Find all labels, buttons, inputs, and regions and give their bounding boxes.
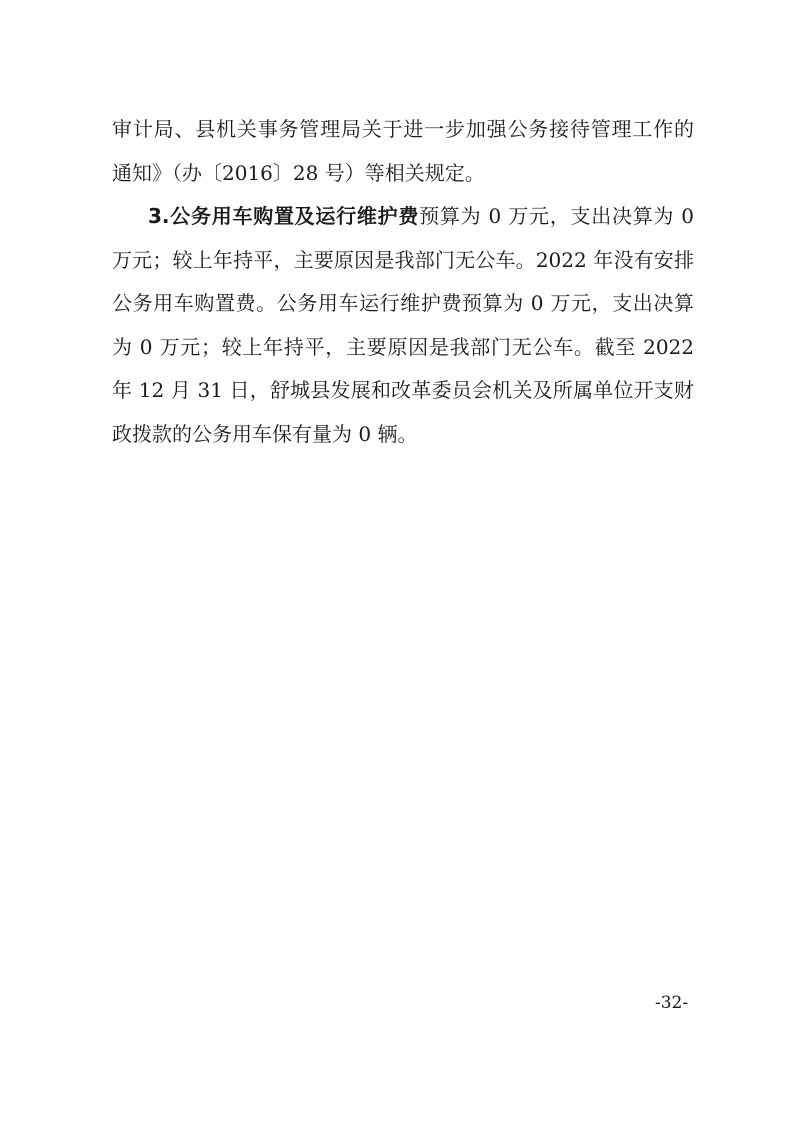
paragraph-line: 为 0 万元；较上年持平，主要原因是我部门无公车。截至 2022 xyxy=(112,334,694,359)
paragraph-line: 审计局、县机关事务管理局关于进一步加强公务接待管理工作的 xyxy=(112,117,694,141)
paragraph-line: 公务用车购置费。公务用车运行维护费预算为 0 万元，支出决算 xyxy=(112,291,694,315)
paragraph-text: 预算为 0 万元，支出决算为 0 xyxy=(419,204,694,228)
paragraph-line: 通知》（办〔2016〕28 号）等相关规定。 xyxy=(112,160,485,185)
page-number: -32- xyxy=(655,993,689,1013)
body-text xyxy=(112,108,694,456)
section-heading: 3.公务用车购置及运行维护费 xyxy=(148,204,420,228)
paragraph-line: 政拨款的公务用车保有量为 0 辆。 xyxy=(112,421,418,446)
paragraph-line: 年 12 月 31 日，舒城县发展和改革委员会机关及所属单位开支财 xyxy=(112,378,694,402)
paragraph-first-line xyxy=(112,195,694,239)
paragraph-line: 万元；较上年持平，主要原因是我部门无公车。2022 年没有安排 xyxy=(112,247,694,272)
